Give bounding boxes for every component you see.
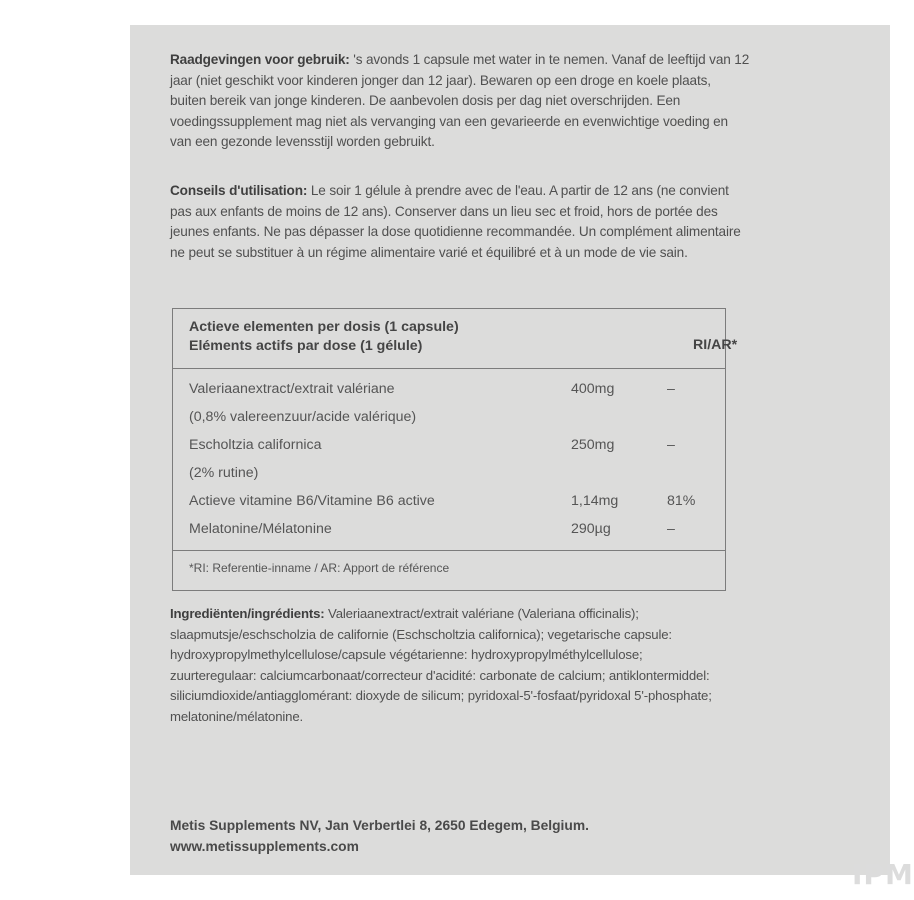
ingredients-heading: Ingrediënten/ingrédients: (170, 606, 325, 621)
company-address: Metis Supplements NV, Jan Verbertlei 8, 2650 Edegem, Belgium. (170, 818, 589, 833)
usage-heading-nl: Raadgevingen voor gebruik: (170, 52, 350, 67)
ingredient-name: (0,8% valereenzuur/acide valérique) (189, 409, 417, 425)
ingredient-ri: – (667, 381, 675, 397)
label-panel (130, 25, 890, 875)
company-info (170, 815, 589, 857)
nutrition-header-nl: Actieve elementen per dosis (1 capsule) (189, 319, 459, 335)
table-divider (173, 368, 725, 369)
ingredient-ri: – (667, 521, 675, 537)
nutrition-table (172, 308, 738, 591)
usage-body-fr: Le soir 1 gélule à prendre avec de l'eau. A partir de 12 ans (ne convient pas aux enfants de moins de 12 ans). Conserver dans un lieu sec et froid, hors de portée des jeunes enfants. Ne pas dépasser la dose quotidienne recommandée. Un complément alimentaire ne peut se substituer à un régime alimentaire varié et équilibré et à un mode de vie sain. (170, 183, 741, 260)
ingredient-amount: 400mg (571, 381, 615, 397)
ipm-watermark-logo: IPM (852, 858, 914, 891)
table-divider (173, 550, 725, 551)
ingredient-amount: 290µg (571, 521, 611, 537)
ingredient-amount: 250mg (571, 437, 615, 453)
ingredient-name: (2% rutine) (189, 465, 259, 481)
nutrition-header (189, 318, 459, 356)
ingredient-ri: 81% (667, 493, 696, 509)
ingredient-name: Melatonine/Mélatonine (189, 521, 332, 537)
usage-body-nl: 's avonds 1 capsule met water in te nemen. Vanaf de leeftijd van 12 jaar (niet geschikt voor kinderen jonger dan 12 jaar). Bewaren op een droge en koele plaats, buiten bereik van jonge kinderen. De aanbevolen dosis per dag niet overschrijden. Een voedingssupplement mag niet als vervanging van een gevarieerde en evenwichtige voeding en van een gezonde levensstijl worden gebruikt. (170, 52, 750, 149)
ingredient-name: Escholtzia californica (189, 437, 322, 453)
ingredient-name: Valeriaanextract/extrait valériane (189, 381, 395, 397)
ingredients-body: Valeriaanextract/extrait valériane (Valeriana officinalis); slaapmutsje/eschscholzia de californie (Eschscholtzia californica); vegetarische capsule: hydroxypropylmethylcellulose/capsule végétarienne: hydroxypropylméthylcellulose; zuurteregulaar: calciumcarbonaat/correcteur d'acidité: carbonate de calcium; antiklontermiddel: siliciumdioxide/antiagglomérant: dioxyde de silicum; pyridoxal-5'-fosfaat/pyridoxal 5'-phosphate; melatonine/mélatonine. (170, 606, 712, 724)
nutrition-header-fr: Eléments actifs par dose (1 gélule) (189, 338, 423, 354)
ingredient-ri: – (667, 437, 675, 453)
ingredient-amount: 1,14mg (571, 493, 619, 509)
usage-heading-fr: Conseils d'utilisation: (170, 183, 308, 198)
company-website[interactable]: www.metissupplements.com (170, 839, 359, 854)
ri-column-header: RI/AR* (693, 337, 738, 353)
ingredients-list (170, 604, 730, 727)
ri-footnote: *RI: Referentie-inname / AR: Apport de référence (189, 561, 450, 575)
usage-instructions-fr (170, 181, 750, 263)
ingredient-name: Actieve vitamine B6/Vitamine B6 active (189, 493, 435, 509)
usage-instructions-nl (170, 50, 750, 153)
